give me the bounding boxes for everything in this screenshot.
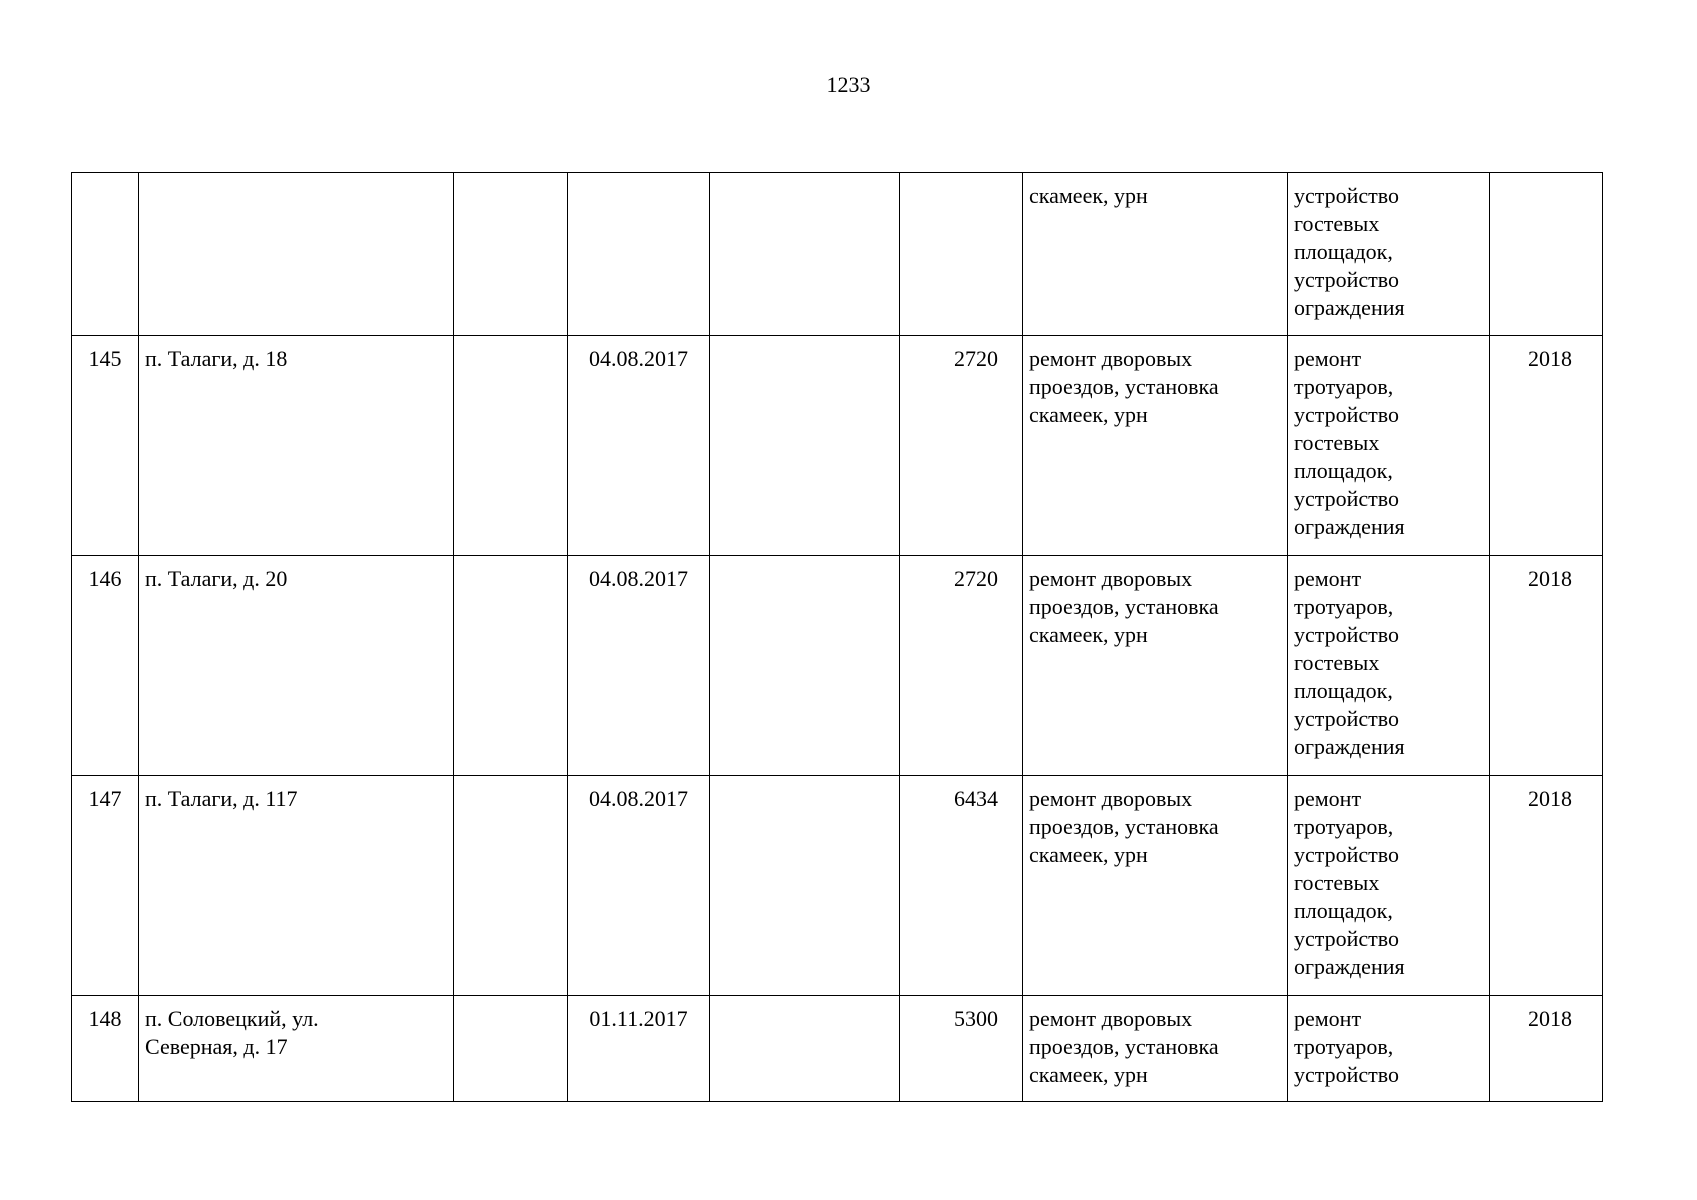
cell-empty-b (710, 996, 900, 1102)
table-row (72, 996, 1603, 1102)
cell-empty-a (454, 336, 568, 556)
cell-line: проездов, установка (1029, 1034, 1219, 1059)
cell-line: площадок, (1294, 458, 1393, 483)
cell-line: ремонт дворовых (1029, 1006, 1193, 1031)
cell-line: устройство (1294, 402, 1400, 427)
cell-line: устройство (1294, 486, 1400, 511)
cell-line: скамеек, урн (1029, 402, 1148, 427)
cell-empty-a (454, 556, 568, 776)
cell-works-primary (1023, 556, 1288, 776)
cell-line: площадок, (1294, 898, 1393, 923)
table-row (72, 173, 1603, 336)
cell-line: ремонт (1294, 346, 1362, 371)
cell-line: скамеек, урн (1029, 842, 1148, 867)
cell-year: 2018 (1490, 996, 1603, 1102)
table-container (71, 172, 1603, 1102)
cell-line: устройство (1294, 267, 1400, 292)
cell-works-additional (1288, 996, 1490, 1102)
cell-empty-b (710, 173, 900, 336)
cell-line: устройство (1294, 183, 1400, 208)
cell-number: 146 (72, 556, 139, 776)
cell-date: 04.08.2017 (568, 776, 710, 996)
cell-works-additional (1288, 776, 1490, 996)
cell-line: ограждения (1294, 514, 1405, 539)
cell-line: тротуаров, (1294, 374, 1394, 399)
cell-empty-b (710, 336, 900, 556)
cell-address (139, 776, 454, 996)
cell-line: ремонт (1294, 1006, 1362, 1031)
cell-line: ограждения (1294, 734, 1405, 759)
cell-value: 6434 (900, 776, 1023, 996)
cell-works-primary (1023, 996, 1288, 1102)
cell-line: гостевых (1294, 650, 1380, 675)
cell-works-additional (1288, 173, 1490, 336)
cell-line: ограждения (1294, 954, 1405, 979)
cell-line: ремонт дворовых (1029, 346, 1193, 371)
cell-line: устройство (1294, 842, 1400, 867)
cell-address (139, 336, 454, 556)
data-table (71, 172, 1603, 1102)
table-row (72, 336, 1603, 556)
cell-line: устройство (1294, 926, 1400, 951)
table-body (72, 173, 1603, 1102)
cell-number: 147 (72, 776, 139, 996)
cell-line: проездов, установка (1029, 814, 1219, 839)
cell-line: площадок, (1294, 239, 1393, 264)
cell-empty-a (454, 173, 568, 336)
cell-line: устройство (1294, 1062, 1400, 1087)
cell-date: 04.08.2017 (568, 556, 710, 776)
cell-works-additional (1288, 556, 1490, 776)
cell-empty-a (454, 776, 568, 996)
cell-line: ремонт дворовых (1029, 566, 1193, 591)
cell-line: п. Соловецкий, ул. (145, 1006, 319, 1031)
cell-line: проездов, установка (1029, 374, 1219, 399)
cell-line: п. Талаги, д. 117 (145, 786, 298, 811)
cell-line: тротуаров, (1294, 1034, 1394, 1059)
cell-empty-a (454, 996, 568, 1102)
cell-value: 2720 (900, 556, 1023, 776)
table-row (72, 556, 1603, 776)
cell-line: скамеек, урн (1029, 183, 1148, 208)
cell-line: ремонт (1294, 786, 1362, 811)
cell-empty-b (710, 776, 900, 996)
cell-works-primary (1023, 776, 1288, 996)
cell-works-primary (1023, 173, 1288, 336)
cell-line: тротуаров, (1294, 594, 1394, 619)
cell-year: 2018 (1490, 336, 1603, 556)
cell-line: п. Талаги, д. 18 (145, 346, 288, 371)
cell-line: гостевых (1294, 211, 1380, 236)
cell-line: ограждения (1294, 295, 1405, 320)
cell-line: ремонт (1294, 566, 1362, 591)
cell-empty-b (710, 556, 900, 776)
cell-line: скамеек, урн (1029, 1062, 1148, 1087)
cell-date (568, 173, 710, 336)
cell-value (900, 173, 1023, 336)
cell-year: 2018 (1490, 776, 1603, 996)
cell-address (139, 556, 454, 776)
cell-works-additional (1288, 336, 1490, 556)
cell-number: 145 (72, 336, 139, 556)
cell-line: площадок, (1294, 678, 1393, 703)
cell-works-primary (1023, 336, 1288, 556)
cell-date: 01.11.2017 (568, 996, 710, 1102)
cell-line: п. Талаги, д. 20 (145, 566, 288, 591)
cell-value: 2720 (900, 336, 1023, 556)
cell-line: устройство (1294, 622, 1400, 647)
cell-year: 2018 (1490, 556, 1603, 776)
cell-number (72, 173, 139, 336)
cell-line: Северная, д. 17 (145, 1034, 288, 1059)
page-number: 1233 (826, 72, 871, 97)
cell-line: устройство (1294, 706, 1400, 731)
cell-value: 5300 (900, 996, 1023, 1102)
table-row (72, 776, 1603, 996)
cell-address (139, 996, 454, 1102)
cell-line: гостевых (1294, 870, 1380, 895)
cell-line: гостевых (1294, 430, 1380, 455)
cell-date: 04.08.2017 (568, 336, 710, 556)
cell-year (1490, 173, 1603, 336)
cell-line: ремонт дворовых (1029, 786, 1193, 811)
cell-line: проездов, установка (1029, 594, 1219, 619)
cell-line: тротуаров, (1294, 814, 1394, 839)
cell-number: 148 (72, 996, 139, 1102)
cell-address (139, 173, 454, 336)
cell-line: скамеек, урн (1029, 622, 1148, 647)
